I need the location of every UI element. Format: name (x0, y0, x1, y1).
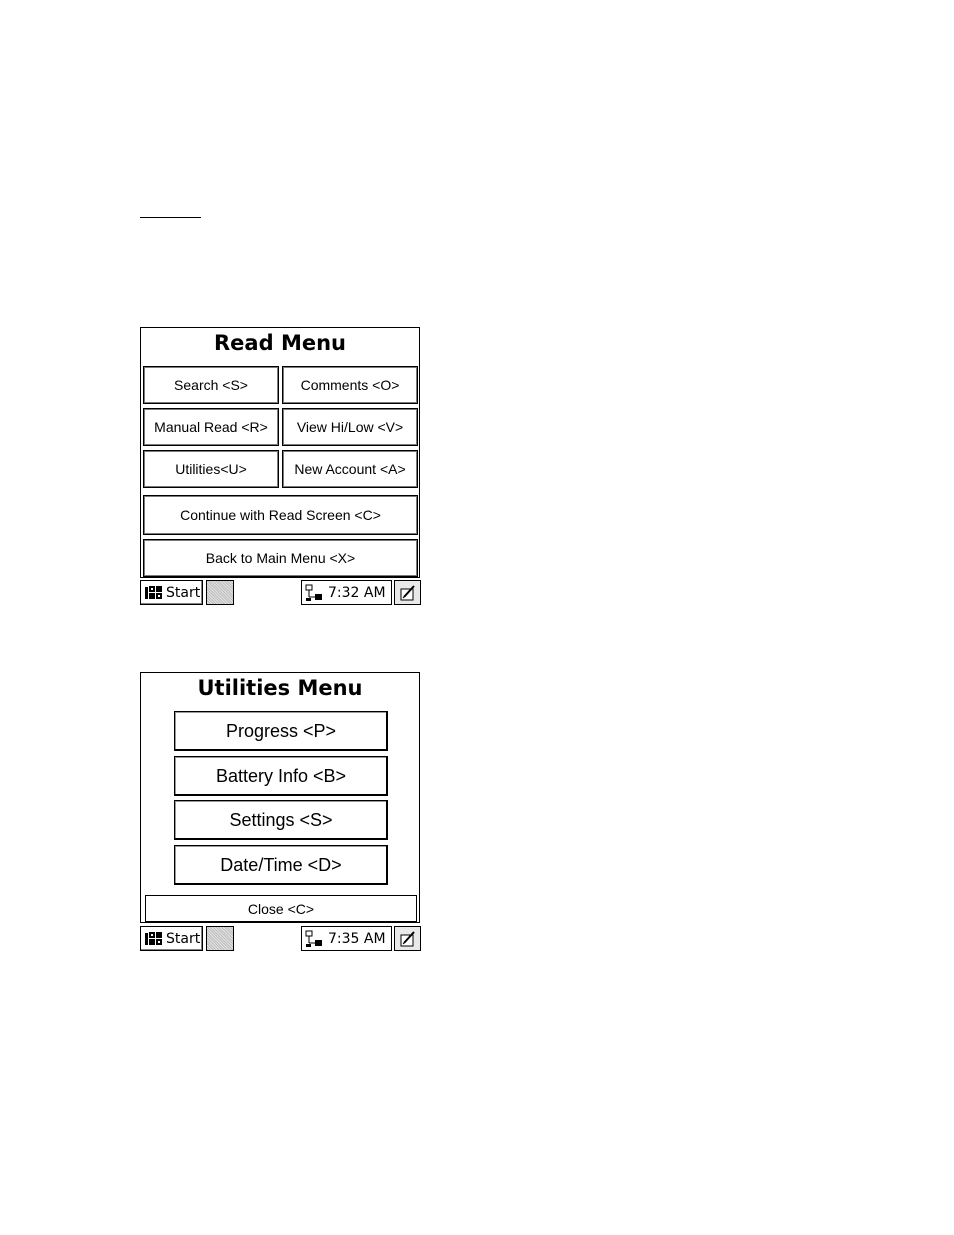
input-panel-button[interactable] (394, 926, 421, 951)
underline-rule (140, 217, 201, 218)
read-menu-window (140, 327, 420, 578)
settings-button[interactable]: Settings <S> (174, 800, 388, 840)
taskbar-slot[interactable] (206, 580, 234, 605)
battery-info-button[interactable]: Battery Info <B> (174, 756, 388, 796)
clock-time: 7:35 AM (328, 930, 386, 947)
close-button[interactable]: Close <C> (145, 895, 417, 922)
windows-flag-icon (144, 931, 164, 947)
manual-read-button[interactable]: Manual Read <R> (143, 408, 279, 446)
network-connection-icon (304, 584, 324, 602)
network-connection-icon (304, 930, 324, 948)
read-taskbar (140, 579, 421, 607)
date-time-button[interactable]: Date/Time <D> (174, 845, 388, 885)
start-button[interactable] (140, 580, 203, 605)
start-label: Start (166, 930, 201, 947)
input-panel-button[interactable] (394, 580, 421, 605)
system-tray[interactable] (301, 926, 392, 951)
search-button[interactable]: Search <S> (143, 366, 279, 404)
read-menu-title: Read Menu (214, 331, 346, 355)
windows-flag-icon (144, 585, 164, 601)
start-label: Start (166, 584, 201, 601)
utilities-menu-window (140, 672, 420, 923)
comments-button[interactable]: Comments <O> (282, 366, 418, 404)
input-pen-icon (399, 930, 417, 948)
start-button[interactable] (140, 926, 203, 951)
input-pen-icon (399, 584, 417, 602)
clock-time: 7:32 AM (328, 584, 386, 601)
utilities-taskbar (140, 925, 421, 953)
continue-read-screen-button[interactable]: Continue with Read Screen <C> (143, 495, 418, 535)
new-account-button[interactable]: New Account <A> (282, 450, 418, 488)
utilities-menu-title: Utilities Menu (197, 676, 363, 700)
taskbar-slot[interactable] (206, 926, 234, 951)
progress-button[interactable]: Progress <P> (174, 711, 388, 751)
utilities-button[interactable]: Utilities<U> (143, 450, 279, 488)
back-to-main-menu-button[interactable]: Back to Main Menu <X> (143, 539, 418, 577)
system-tray[interactable] (301, 580, 392, 605)
view-hi-low-button[interactable]: View Hi/Low <V> (282, 408, 418, 446)
